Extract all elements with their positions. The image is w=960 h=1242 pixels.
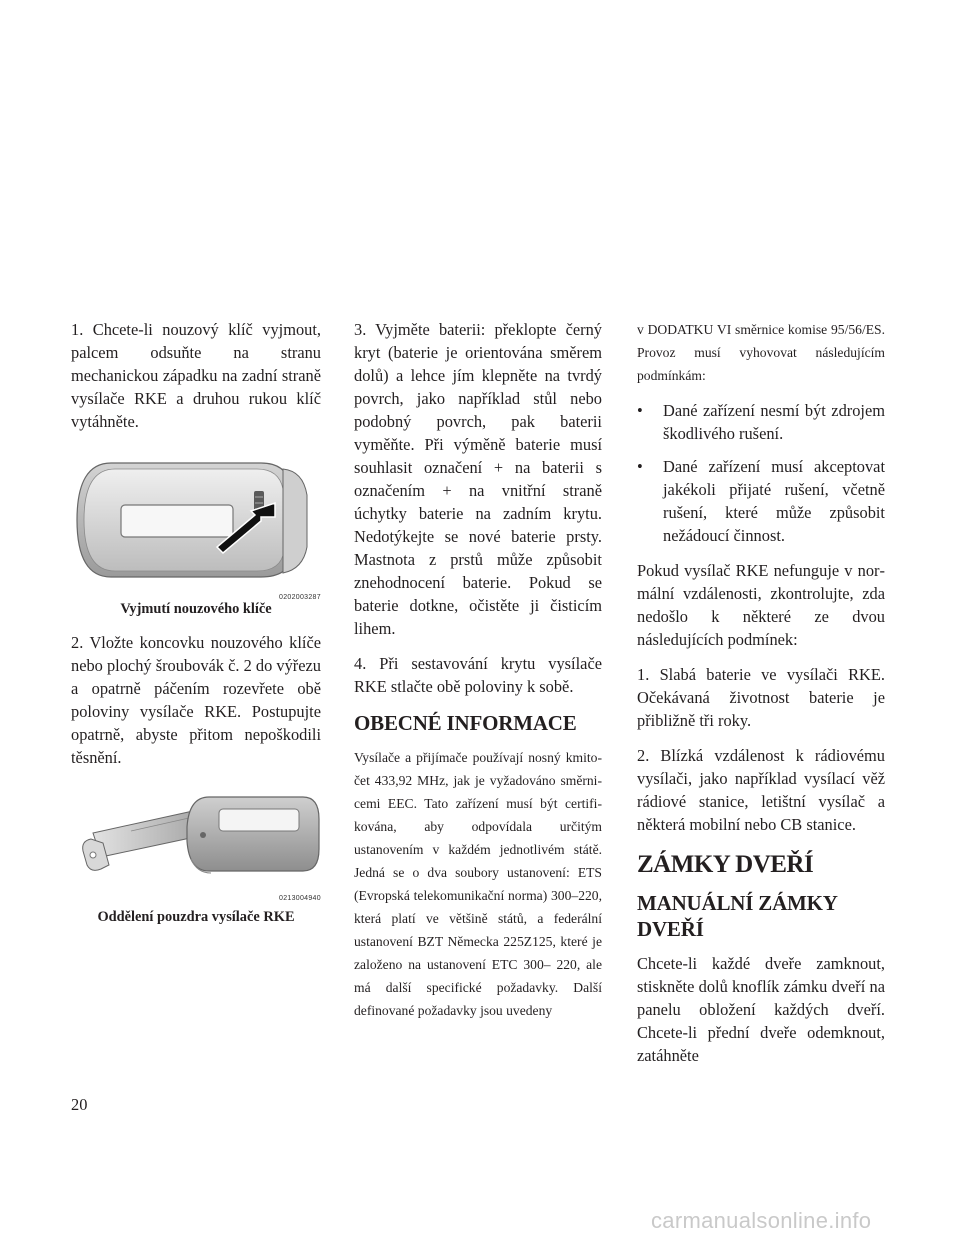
figure-caption-2: Oddělení pouzdra vysílače RKE xyxy=(97,909,295,925)
left-column xyxy=(71,318,321,939)
general-info-text: Vysílače a přijímače používají nosný kmitočet 433,92 MHz, jak je vyžadováno směrnicemi EEC. Tato zařízení musí být certifikována, aby odpovídala určitým ustanovením v každém jednotlivém státě. Jedná se o dva soubory ustanovení: ETS (Evropská telekomunikační norma) 300–220, která platí ve většině států, a federální ustanovení BZT Německa 225Z125, které je založeno na ustanovení ETC 300– 220, ale má další specifické požadavky. Další definované požadavky jsou uvedeny xyxy=(354,750,602,1018)
step-3-text: 3. Vyjměte baterii: překlopte černý kryt (baterie je orientována směrem dolů) a lehce jím klepněte na tvrdý povrch, jako například stůl nebo podobný povrch, pak baterii vyměňte. Při výměně baterie musí souhlasit označení + na baterii s označením + na vnitřní straně úchytky baterie na zadním krytu. Nedotýkejte se nové baterie prsty. Mastnota z prstů může způsobit znehodnocení baterie. Pokud se baterie dotkne, očistěte ji čisticím lihem. xyxy=(354,320,602,638)
manual-locks-text: Chcete-li každé dveře zamknout, stiskněte dolů knoflík zámku dveří na panelu obložení každých dveří. Chcete-li přední dveře odemknout, zatáhněte xyxy=(637,954,885,1065)
section-heading-door-locks: ZÁMKY DVEŘÍ xyxy=(637,851,814,878)
continued-text: v DODATKU VI směrnice komise 95/56/ES. Provoz musí vyhovovat následujícím podmínkám: xyxy=(637,322,885,383)
condition-1-text: 1. Slabá baterie ve vysílači RKE. Očekávaná životnost baterie je přibližně tři roky. xyxy=(637,665,885,730)
list-item: • Dané zařízení musí akceptovat jakékoli přijaté rušení, včetně rušení, které může způsobit nežádoucí činnost. xyxy=(637,457,885,545)
right-column xyxy=(637,318,885,1079)
figure-code: 0202003287 xyxy=(279,594,321,601)
list-item: • Dané zařízení nesmí být zdrojem škodlivého rušení. xyxy=(637,401,885,443)
watermark: carmanualsonline.info xyxy=(651,1208,872,1233)
step-4-text: 4. Při sestavování krytu vysílače RKE stlačte obě poloviny k sobě. xyxy=(354,654,602,696)
key-fob-separation-illustration xyxy=(71,781,321,903)
step-1-text: 1. Chcete-li nouzový klíč vyjmout, palcem odsuňte na stranu mechanickou západku na zadní straně vysílače RKE a druhou rukou klíč vytáhněte. xyxy=(71,320,321,431)
page-number: 20 xyxy=(71,1095,88,1114)
figure-caption-1: Vyjmutí nouzového klíče xyxy=(120,601,272,617)
figure-separate-housing xyxy=(71,781,321,903)
range-check-text: Pokud vysílač RKE nefunguje v normální vzdálenosti, zkontrolujte, zda nedošlo k některé ze dvou následujících podmínek: xyxy=(637,561,885,649)
condition-2-text: 2. Blízká vzdálenost k rádiovému vysílači, jako například vysílací věž rádiové stanice, letištní vysílač a některá mobilní nebo CB stanice. xyxy=(637,746,885,834)
bullet-icon: • xyxy=(637,457,643,476)
key-fob-back-illustration xyxy=(71,445,321,595)
figure-code: 0213004940 xyxy=(279,895,321,902)
bullet-icon: • xyxy=(637,401,643,420)
figure-emergency-key xyxy=(71,445,321,601)
section-heading-general-info: OBECNÉ INFORMACE xyxy=(354,711,577,735)
conditions-list xyxy=(637,399,885,547)
step-2-text: 2. Vložte koncovku nouzového klíče nebo plochý šroubovák č. 2 do výřezu a opatrně páčením rozevřete obě poloviny vysílače RKE. Postupujte opatrně, abyste přitom nepoškodili těsnění. xyxy=(71,633,321,767)
middle-column xyxy=(354,318,602,1034)
subsection-heading-manual-door-locks: MANUÁLNÍ ZÁMKY DVEŘÍ xyxy=(637,891,837,941)
